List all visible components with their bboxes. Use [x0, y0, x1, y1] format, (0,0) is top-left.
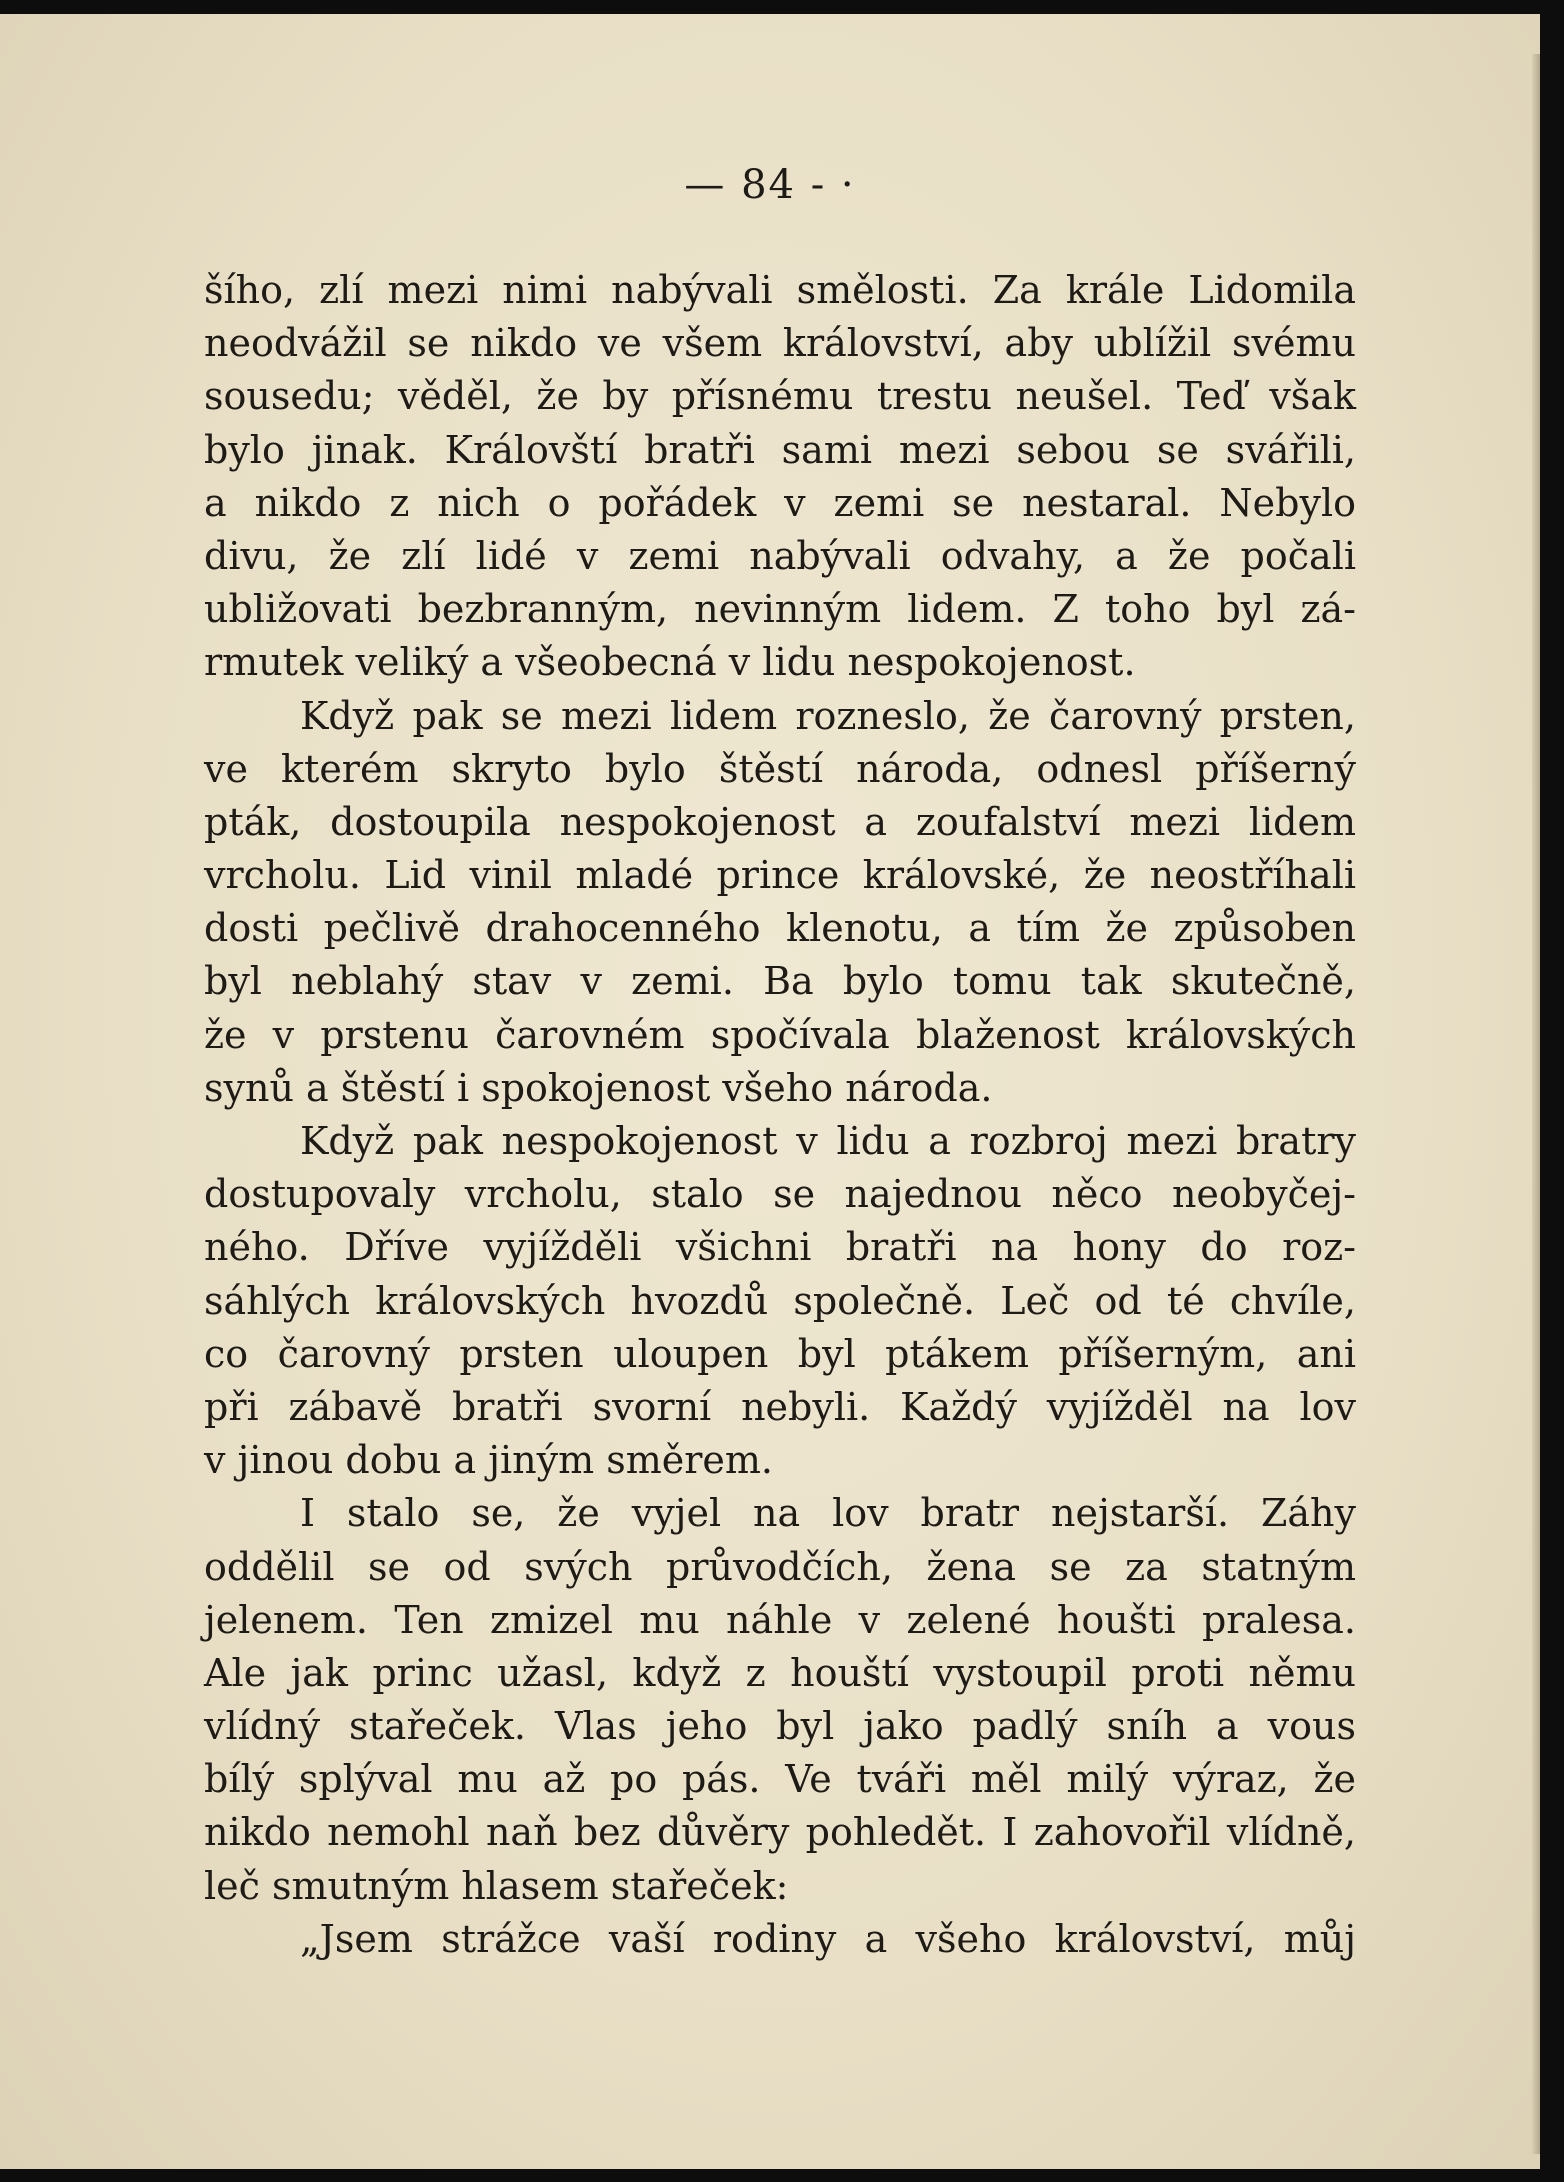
text-line: vlídný stařeček. Vlas jeho byl jako padlý sníh a vous — [204, 1704, 1356, 1749]
text-line: a nikdo z nich o pořádek v zemi se nestaral. Nebylo — [204, 480, 1356, 525]
text-line: divu, že zlí lidé v zemi nabývali odvahy, a že počali — [204, 533, 1356, 578]
text-line: neodvážil se nikdo ve všem království, aby ublížil svému — [204, 321, 1356, 366]
text-line: jelenem. Ten zmizel mu náhle v zelené houšti pralesa. — [204, 1597, 1356, 1642]
body-text — [204, 264, 1356, 1966]
paragraph-start-line: Když pak se mezi lidem rozneslo, že čarovný prsten, — [300, 693, 1356, 738]
text-line: nikdo nemohl naň bez důvěry pohledět. I zahovořil vlídně, — [204, 1810, 1356, 1855]
paragraph-start-line: I stalo se, že vyjel na lov bratr nejstarší. Záhy — [300, 1491, 1356, 1536]
text-line: vrcholu. Lid vinil mladé prince královské, že neostříhali — [204, 853, 1356, 898]
text-line: dosti pečlivě drahocenného klenotu, a tím že způsoben — [204, 906, 1356, 951]
paragraph-start-line: „Jsem strážce vaší rodiny a všeho království, můj — [300, 1916, 1356, 1961]
text-line: ného. Dříve vyjížděli všichni bratři na hony do roz- — [204, 1225, 1356, 1270]
text-line: synů a štěstí i spokojenost všeho národa. — [204, 1065, 993, 1110]
text-line: oddělil se od svých průvodčích, žena se za statným — [204, 1544, 1356, 1589]
text-line: co čarovný prsten uloupen byl ptákem příšerným, ani — [204, 1331, 1356, 1376]
text-line: bílý splýval mu až po pás. Ve tváři měl milý výraz, že — [204, 1757, 1356, 1802]
text-line: dostupovaly vrcholu, stalo se najednou něco neobyčej- — [204, 1172, 1356, 1217]
text-line: sáhlých královských hvozdů společně. Leč od té chvíle, — [204, 1278, 1356, 1323]
text-line: při zábavě bratři svorní nebyli. Každý vyjížděl na lov — [204, 1384, 1356, 1429]
page-number: — 84 - · — [684, 162, 856, 208]
text-line: sousedu; věděl, že by přísnému trestu neušel. Teď však — [204, 374, 1356, 419]
paragraph-start-line: Když pak nespokojenost v lidu a rozbroj mezi bratry — [300, 1119, 1356, 1163]
text-line: bylo jinak. Královští bratři sami mezi sebou se svářili, — [204, 427, 1356, 472]
text-line: ve kterém skryto bylo štěstí národa, odnesl příšerný — [204, 746, 1356, 791]
text-line: Ale jak princ užasl, když z houští vystoupil proti němu — [204, 1650, 1356, 1695]
page-edge — [1532, 54, 1540, 2154]
text-line: leč smutným hlasem stařeček: — [204, 1863, 789, 1908]
text-line: pták, dostoupila nespokojenost a zoufalství mezi lidem — [204, 799, 1356, 844]
text-line: byl neblahý stav v zemi. Ba bylo tomu tak skutečně, — [204, 959, 1356, 1004]
book-page — [0, 14, 1540, 2169]
text-line: rmutek veliký a všeobecná v lidu nespokojenost. — [204, 640, 1136, 685]
text-line: že v prstenu čarovném spočívala blaženost královských — [204, 1012, 1356, 1057]
text-line: v jinou dobu a jiným směrem. — [204, 1438, 773, 1483]
text-line: ubližovati bezbranným, nevinným lidem. Z toho byl zá- — [204, 587, 1356, 632]
text-line: šího, zlí mezi nimi nabývali smělosti. Za krále Lidomila — [204, 268, 1356, 312]
